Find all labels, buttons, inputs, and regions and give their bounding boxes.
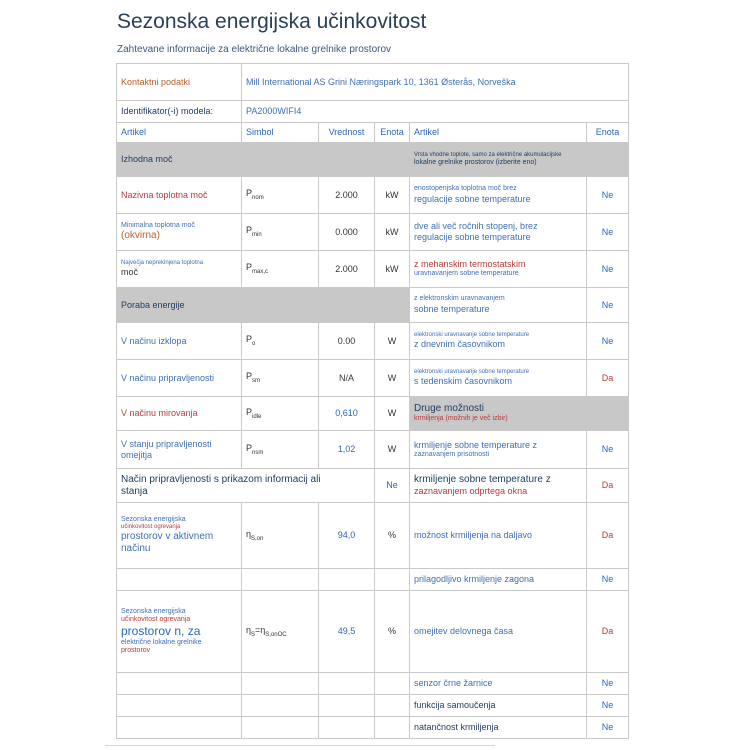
sez2-label: Sezonska energijska učinkovitost ogrevanja prostorov n, za električne lokalne grelnike prostorov bbox=[117, 591, 242, 673]
row-izhodna bbox=[117, 143, 629, 177]
priprav-label: V načinu pripravljenosti bbox=[117, 360, 242, 397]
row-poraba bbox=[117, 288, 629, 323]
nacin-yn-left: Ne bbox=[375, 469, 410, 503]
page-subtitle: Zahtevane informacije za električne lokalne grelnike prostorov bbox=[117, 44, 392, 55]
nazivna-symbol: $P_{nom}$ bbox=[242, 177, 319, 214]
najvecja-label: Največja neprekinjena toplotna moč bbox=[117, 251, 242, 288]
natancnost-empty-1 bbox=[117, 717, 242, 739]
prilag-empty-2 bbox=[242, 569, 319, 591]
section-izhodna: Izhodna moč bbox=[117, 143, 410, 177]
sez1-value: 94,0 bbox=[319, 503, 375, 569]
nazivna-right: enostopenjska toplotna moč brez regulacije sobne temperature bbox=[410, 177, 587, 214]
header-row bbox=[117, 123, 629, 143]
header-enota: Enota bbox=[375, 123, 410, 143]
sez2-symbol: $\eta_S=\eta_{S,onOC}$ bbox=[242, 591, 319, 673]
sez1-unit: % bbox=[375, 503, 410, 569]
natancnost-yn: Ne bbox=[587, 717, 629, 739]
section-druge: Druge možnosti krmiljenja (možnih je več izbir) bbox=[410, 397, 629, 431]
najvecja-value: 2.000 bbox=[319, 251, 375, 288]
contact-value: Mill International AS Grini Næringspark 10, 1361 Østerås, Norveška bbox=[242, 64, 629, 101]
minimalna-right: dve ali več ročnih stopenj, brez regulacije sobne temperature bbox=[410, 214, 587, 251]
header-simbol: Simbol bbox=[242, 123, 319, 143]
sez2-value: 49,5 bbox=[319, 591, 375, 673]
header-vrednost: Vrednost bbox=[319, 123, 375, 143]
funkcija-yn: Ne bbox=[587, 695, 629, 717]
contact-label: Kontaktni podatki bbox=[117, 64, 242, 101]
omejitev-value: 1,02 bbox=[319, 431, 375, 469]
natancnost-right: natančnost krmiljenja bbox=[410, 717, 587, 739]
funkcija-right: funkcija samoučenja bbox=[410, 695, 587, 717]
vrsta-line-1: Vrsta vhodne toplote, samo za električne akumulacijske bbox=[414, 151, 562, 158]
row-priprav bbox=[117, 360, 629, 397]
minimalna-value: 0.000 bbox=[319, 214, 375, 251]
model-value: PA2000WIFI4 bbox=[242, 101, 629, 123]
contact-row bbox=[117, 64, 629, 101]
page-title: Sezonska energijska učinkovitost bbox=[117, 10, 427, 33]
izklop-value: 0.00 bbox=[319, 323, 375, 360]
minimalna-unit: kW bbox=[375, 214, 410, 251]
prilag-empty-1 bbox=[117, 569, 242, 591]
sez1-yn: Da bbox=[587, 503, 629, 569]
senzor-empty-2 bbox=[242, 673, 319, 695]
minimalna-yn: Ne bbox=[587, 214, 629, 251]
najvecja-right: z mehanskim termostatskim uravnavanjem sobne temperature bbox=[410, 251, 587, 288]
row-prilag bbox=[117, 569, 629, 591]
senzor-empty-1 bbox=[117, 673, 242, 695]
izklop-yn: Ne bbox=[587, 323, 629, 360]
izklop-right: elektronski uravnavanje sobne temperature z dnevnim časovnikom bbox=[410, 323, 587, 360]
section-poraba: Poraba energije bbox=[117, 288, 410, 323]
nacin-label: Način pripravljenosti s prikazom informacij ali stanja bbox=[117, 469, 375, 503]
omejitev-yn: Ne bbox=[587, 431, 629, 469]
funkcija-empty-1 bbox=[117, 695, 242, 717]
funkcija-empty-2 bbox=[242, 695, 319, 717]
nazivna-unit: kW bbox=[375, 177, 410, 214]
omejitev-label: V stanju pripravljenosti omejitja bbox=[117, 431, 242, 469]
senzor-yn: Ne bbox=[587, 673, 629, 695]
header-artikel: Artikel bbox=[117, 123, 242, 143]
najvecja-yn: Ne bbox=[587, 251, 629, 288]
funkcija-empty-4 bbox=[375, 695, 410, 717]
sez1-label: Sezonska energijska učinkovitost ogrevanja prostorov v aktivnem načinu bbox=[117, 503, 242, 569]
priprav-yn: Da bbox=[587, 360, 629, 397]
section-vrsta bbox=[410, 143, 629, 177]
najvecja-unit: kW bbox=[375, 251, 410, 288]
sez2-unit: % bbox=[375, 591, 410, 673]
izklop-unit: W bbox=[375, 323, 410, 360]
sez1-right: možnost krmiljenja na daljavo bbox=[410, 503, 587, 569]
row-sez1 bbox=[117, 503, 629, 569]
senzor-right: senzor črne žarnice bbox=[410, 673, 587, 695]
natancnost-empty-2 bbox=[242, 717, 319, 739]
senzor-empty-3 bbox=[319, 673, 375, 695]
omejitev-symbol: $P_{nsm}$ bbox=[242, 431, 319, 469]
model-row bbox=[117, 101, 629, 123]
poraba-right: z elektronskim uravnavanjem sobne temperature bbox=[410, 288, 587, 323]
row-mirovanje bbox=[117, 397, 629, 431]
poraba-yn: Ne bbox=[587, 288, 629, 323]
sez2-yn: Da bbox=[587, 591, 629, 673]
funkcija-empty-3 bbox=[319, 695, 375, 717]
sez1-symbol: $\eta_{S,on}$ bbox=[242, 503, 319, 569]
priprav-right: elektronski uravnavanje sobne temperature s tedenskim časovnikom bbox=[410, 360, 587, 397]
nacin-yn: Da bbox=[587, 469, 629, 503]
row-natancnost bbox=[117, 717, 629, 739]
minimalna-symbol: $P_{min}$ bbox=[242, 214, 319, 251]
row-sez2 bbox=[117, 591, 629, 673]
omejitev-right: krmiljenje sobne temperature z zaznavanjem prisotnosti bbox=[410, 431, 587, 469]
header-artikel-2: Artikel bbox=[410, 123, 587, 143]
mirovanje-label: V načinu mirovanja bbox=[117, 397, 242, 431]
priprav-symbol: $P_{sm}$ bbox=[242, 360, 319, 397]
prilag-yn: Ne bbox=[587, 569, 629, 591]
row-najvecja bbox=[117, 251, 629, 288]
prilag-empty-3 bbox=[319, 569, 375, 591]
mirovanje-unit: W bbox=[375, 397, 410, 431]
priprav-value: N/A bbox=[319, 360, 375, 397]
row-izklop bbox=[117, 323, 629, 360]
vrsta-line-2: lokalne grelnike prostorov (izberite eno) bbox=[414, 158, 537, 166]
row-minimalna bbox=[117, 214, 629, 251]
prilag-right: prilagodljivo krmiljenje zagona bbox=[410, 569, 587, 591]
row-omejitev bbox=[117, 431, 629, 469]
priprav-unit: W bbox=[375, 360, 410, 397]
natancnost-empty-4 bbox=[375, 717, 410, 739]
izklop-symbol: $P_o$ bbox=[242, 323, 319, 360]
najvecja-symbol: $P_{max,c}$ bbox=[242, 251, 319, 288]
row-nazivna bbox=[117, 177, 629, 214]
nazivna-yn: Ne bbox=[587, 177, 629, 214]
mirovanje-value: 0,610 bbox=[319, 397, 375, 431]
izklop-label: V načinu izklopa bbox=[117, 323, 242, 360]
prilag-empty-4 bbox=[375, 569, 410, 591]
nacin-right: krmiljenje sobne temperature z zaznavanjem odprtega okna bbox=[410, 469, 587, 503]
omejitev-unit: W bbox=[375, 431, 410, 469]
nazivna-label: Nazivna toplotna moč bbox=[117, 177, 242, 214]
mirovanje-symbol: $P_{idle}$ bbox=[242, 397, 319, 431]
model-label: Identifikator(-i) modela: bbox=[117, 101, 242, 123]
page-bottom-divider bbox=[105, 745, 495, 746]
row-funkcija bbox=[117, 695, 629, 717]
sez2-right: omejitev delovnega časa bbox=[410, 591, 587, 673]
ecodesign-table bbox=[116, 63, 629, 739]
minimalna-label: Minimalna toplotna moč (okvirna) bbox=[117, 214, 242, 251]
row-senzor bbox=[117, 673, 629, 695]
natancnost-empty-3 bbox=[319, 717, 375, 739]
row-nacin bbox=[117, 469, 629, 503]
nazivna-value: 2.000 bbox=[319, 177, 375, 214]
header-enota-2: Enota bbox=[587, 123, 629, 143]
senzor-empty-4 bbox=[375, 673, 410, 695]
